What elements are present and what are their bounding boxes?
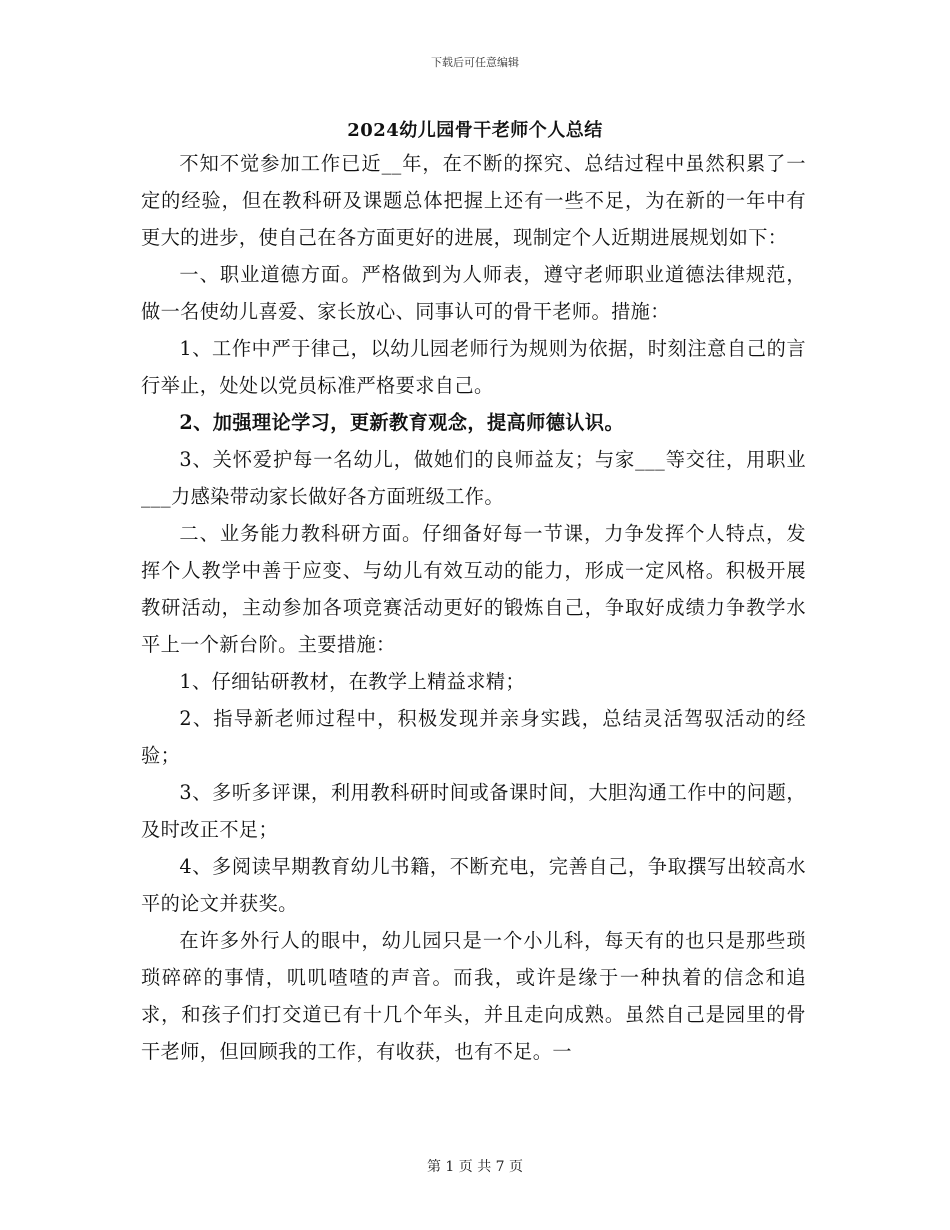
page-title: 2024幼儿园骨干老师个人总结 <box>347 120 603 141</box>
paragraph: 不知不觉参加工作已近__年，在不断的探究、总结过程中虽然积累了一定的经验，但在教科研及课题总体把握上还有一些不足，为在新的一年中有更大的进步，使自己在各方面更好的进展，现制定个人近期进展规划如下： <box>141 152 806 249</box>
page-footer: 第 1 页 共 7 页 <box>426 1159 524 1175</box>
paragraph: 4、多阅读早期教育幼儿书籍，不断充电，完善自己，争取撰写出较高水平的论文并获奖。 <box>141 855 806 915</box>
paragraph: 3、多听多评课，利用教科研时间或备课时间，大胆沟通工作中的问题，及时改正不足； <box>141 781 806 841</box>
header-note: 下载后可任意编辑 <box>431 56 519 69</box>
paragraph: 二、业务能力教科研方面。仔细备好每一节课，力争发挥个人特点，发挥个人教学中善于应变、与幼儿有效互动的能力，形成一定风格。积极开展教研活动，主动参加各项竞赛活动更好的锻炼自己，争取好成绩力争教学水平上一个新台阶。主要措施： <box>141 522 806 656</box>
paragraph: 3、关怀爱护每一名幼儿，做她们的良师益友；与家___等交往，用职业___力感染带动家长做好各方面班级工作。 <box>141 448 806 508</box>
paragraph: 2、指导新老师过程中，积极发现并亲身实践，总结灵活驾驭活动的经验； <box>141 707 806 767</box>
paragraph: 1、仔细钻研教材，在教学上精益求精； <box>179 670 525 693</box>
paragraph: 一、职业道德方面。严格做到为人师表，遵守老师职业道德法律规范，做一名使幼儿喜爱、家长放心、同事认可的骨干老师。措施： <box>141 263 806 323</box>
paragraph: 1、工作中严于律己，以幼儿园老师行为规则为依据，时刻注意自己的言行举止，处处以党员标准严格要求自己。 <box>141 337 806 397</box>
paragraph-bold: 2、加强理论学习，更新教育观念，提高师德认识。 <box>179 411 625 434</box>
document-body <box>141 145 806 1070</box>
paragraph: 在许多外行人的眼中，幼儿园只是一个小儿科，每天有的也只是那些琐琐碎碎的事情，叽叽喳喳的声音。而我，或许是缘于一种执着的信念和追求，和孩子们打交道已有十几个年头，并且走向成熟。虽然自己是园里的骨干老师，但回顾我的工作，有收获，也有不足。一 <box>141 929 806 1063</box>
